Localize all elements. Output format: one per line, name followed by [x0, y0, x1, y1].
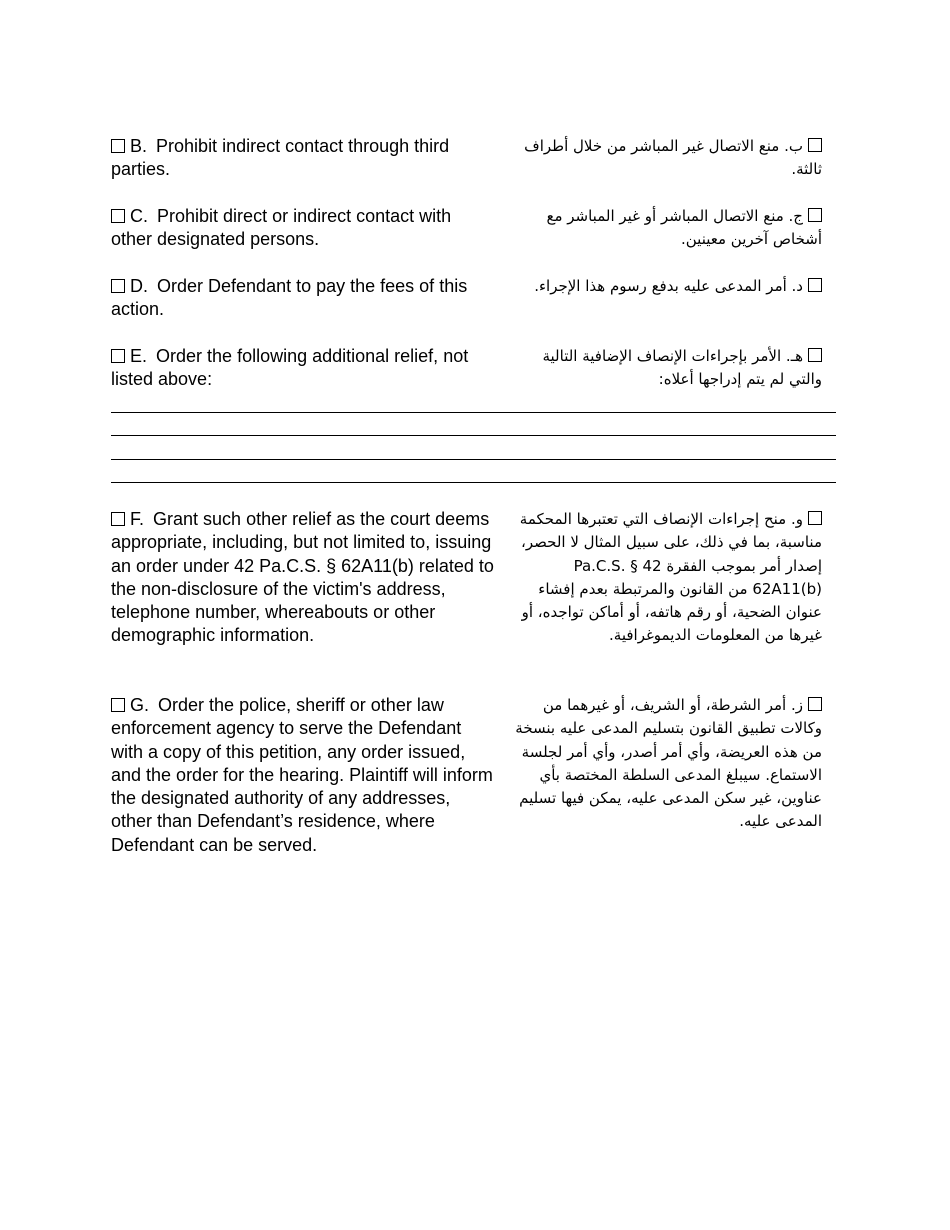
- item-d-checkbox[interactable]: [111, 279, 125, 293]
- item-c-text: Prohibit direct or indirect contact with other designated persons.: [111, 206, 452, 250]
- item-e-letter: E.: [130, 346, 148, 366]
- fill-in-line-4[interactable]: [111, 482, 836, 483]
- item-c-english: [111, 205, 496, 252]
- item-c-letter: C.: [130, 206, 148, 226]
- item-d-english: [111, 275, 496, 322]
- item-b-checkbox[interactable]: [111, 139, 125, 153]
- item-b-arabic: [506, 135, 822, 182]
- item-d-arabic: [506, 275, 822, 298]
- item-c-arabic-text: ج. منع الاتصال المباشر أو غير المباشر مع أشخاص آخرين معينين.: [546, 207, 822, 249]
- item-g-arabic-text: ز. أمر الشرطة، أو الشريف، أو غيرهما من وكالات تطبيق القانون بتسليم المدعى عليه بنسخة من هذه العريضة، وأي أمر أصدر، وأي أمر لجلسة الاستماع. سيبلغ المدعى السلطة المختصة بأي عناوين، غير سكن المدعى عليه، يمكن فيها تسليم المدعى عليه.: [515, 696, 822, 831]
- item-f-english: [111, 508, 496, 648]
- item-b-arabic-text: ب. منع الاتصال غير المباشر من خلال أطراف ثالثة.: [524, 137, 822, 179]
- item-b-arabic-checkbox[interactable]: [808, 138, 822, 152]
- item-e-english: [111, 345, 496, 392]
- item-f-checkbox[interactable]: [111, 512, 125, 526]
- item-b-letter: B.: [130, 136, 148, 156]
- fill-in-line-3[interactable]: [111, 459, 836, 460]
- item-e-text: Order the following additional relief, not listed above:: [111, 346, 469, 390]
- item-g-text: Order the police, sheriff or other law enforcement agency to serve the Defendant with a copy of this petition, any order issued, and the order for the hearing. Plaintiff will inform the designated authority of any addresses, other than Defendant’s residence, where Defendant can be served.: [111, 695, 493, 855]
- item-g-arabic: [506, 694, 822, 834]
- fill-in-line-1[interactable]: [111, 412, 836, 413]
- item-f-arabic: [506, 508, 822, 648]
- item-g-english: [111, 694, 496, 857]
- item-e-arabic: [506, 345, 822, 392]
- fill-in-line-2[interactable]: [111, 435, 836, 436]
- item-d-text: Order Defendant to pay the fees of this action.: [111, 276, 468, 320]
- item-e-arabic-checkbox[interactable]: [808, 348, 822, 362]
- item-f-letter: F.: [130, 509, 145, 529]
- item-g-arabic-checkbox[interactable]: [808, 697, 822, 711]
- item-c-checkbox[interactable]: [111, 209, 125, 223]
- item-c-arabic-checkbox[interactable]: [808, 208, 822, 222]
- item-f-arabic-text: و. منح إجراءات الإنصاف التي تعتبرها المحكمة مناسبة، بما في ذلك، على سبيل المثال لا الحصر، إصدار أمر بموجب الفقرة 42 Pa.C.S. § 62A11(b) من القانون والمرتبطة بعدم إفشاء عنوان الضحية، أو رقم هاتفه، أو أماكن تواجده، أو غيرها من المعلومات الديموغرافية.: [519, 510, 822, 645]
- item-g-checkbox[interactable]: [111, 698, 125, 712]
- item-g-letter: G.: [130, 695, 150, 715]
- item-d-arabic-text: د. أمر المدعى عليه بدفع رسوم هذا الإجراء.: [534, 277, 803, 295]
- item-e-arabic-text: هـ. الأمر بإجراءات الإنصاف الإضافية التالية والتي لم يتم إدراجها أعلاه:: [542, 347, 822, 389]
- item-b-text: Prohibit indirect contact through third parties.: [111, 136, 450, 180]
- item-b-english: [111, 135, 496, 182]
- item-f-text: Grant such other relief as the court deems appropriate, including, but not limited to, issuing an order under 42 Pa.C.S. § 62A11(b) related to the non-disclosure of the victim's address, telephone number, whereabouts or other demographic information.: [111, 509, 494, 646]
- item-e-checkbox[interactable]: [111, 349, 125, 363]
- item-d-arabic-checkbox[interactable]: [808, 278, 822, 292]
- item-c-arabic: [506, 205, 822, 252]
- item-f-arabic-checkbox[interactable]: [808, 511, 822, 525]
- item-d-letter: D.: [130, 276, 148, 296]
